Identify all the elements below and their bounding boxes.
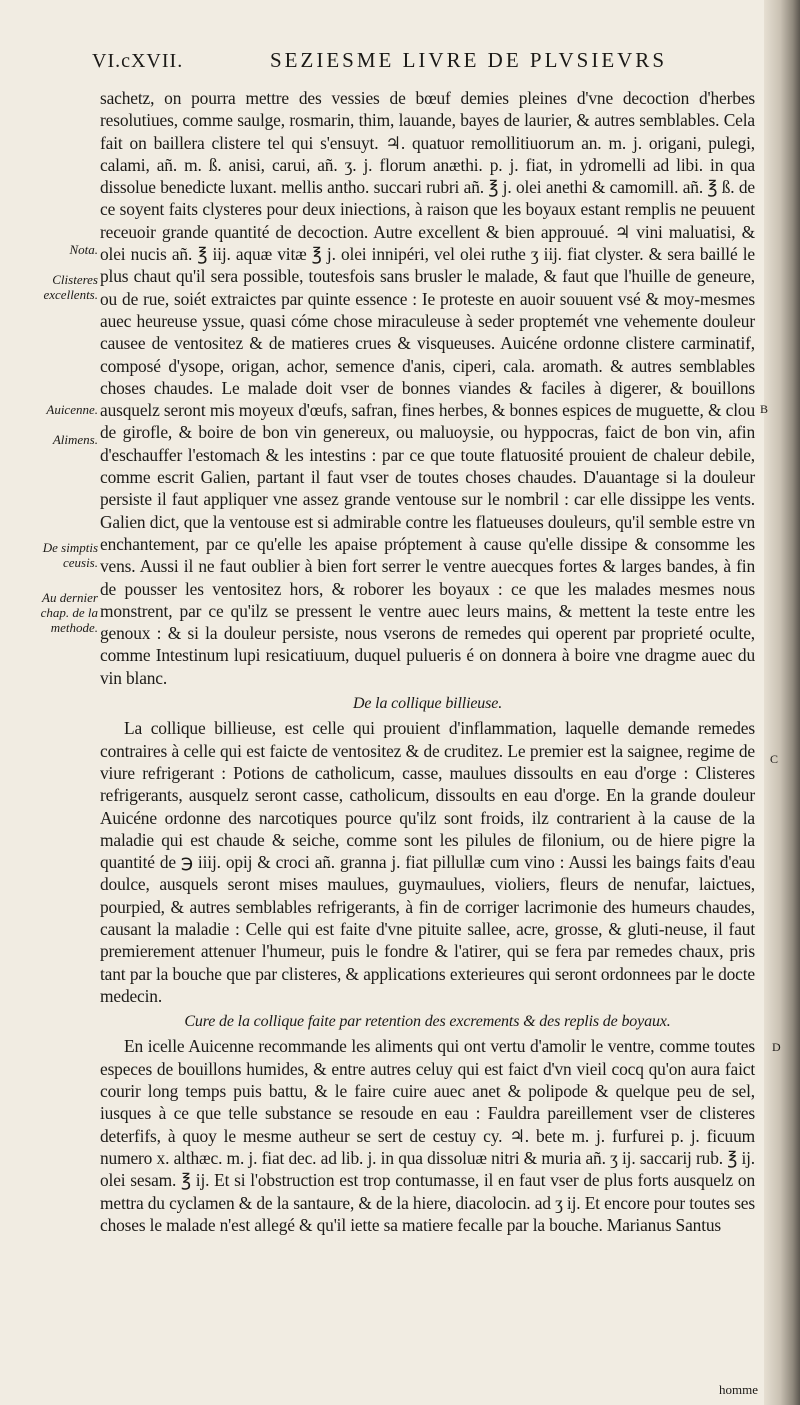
main-text-block xyxy=(100,87,755,1236)
margin-note-auicenne: Auicenne. xyxy=(46,402,98,417)
edge-mark-d: D xyxy=(772,1040,781,1054)
catchword: homme xyxy=(719,1382,758,1397)
margin-note-nota: Nota. xyxy=(69,242,98,257)
margin-note-au-dernier: Au dernier chap. de la methode. xyxy=(40,590,98,635)
margin-note-clisteres: Clisteres excellents. xyxy=(43,272,98,302)
section-heading-bilious-colic: De la collique billieuse. xyxy=(352,695,503,713)
section-heading-retention-colic: Cure de la collique faite par retention des excrements & des replis de boyaux. xyxy=(184,1013,671,1031)
edge-mark-c: C xyxy=(770,752,779,766)
running-title: SEZIESME LIVRE DE PLVSIEVRS xyxy=(270,48,667,72)
paragraph-flatulent-colic: sachetz, on pourra mettre des vessies de bœuf demies pleines d'vne decoction d'herbes resolutiues, comme saulge, rosmarin, thim, lauande, bayes de laurier, & autres semblables. Cela fait on baillera clistere tel qui s'ensuyt. ♃. quatuor remollitiuorum an. m. j. origani, pulegi, calami, añ. m. ß. anisi, carui, añ. ʒ. j. florum anæthi. p. j. fiat, in ydromelli ad libi. in qua dissolue benedicte luxant. mellis antho. succari rubri añ. ℥ j. olei anethi & camomill. añ. ℥ ß. de ce soyent faits clysteres pour deux iniections, à raison que les boyaux estant remplis ne peuuent receuoir grande quantité de decoction. Autre excellent & bien approuué. ♃ vini maluatisi, & olei nucis añ. ℥ iij. aquæ vitæ ℥ j. olei innipéri, vel olei ruthe ʒ iij. fiat clyster. & sera baillé le plus chaut qu'il sera possible, toutesfois sans brusler le malade, & faut que l'huille de geneure, ou de rue, soiét extraictes par quinte essence : Ie proteste en auoir souuent vsé & moy-mesmes auec heureuse yssue, quasi cóme chose miraculeuse à seder proptemét vne vehemente douleur causee de ventositez & de matieres crues & visqueuses. Auicéne ordonne clistere carminatif, composé d'ysope, origan, achor, semence d'anis, ciperi, cala. aromath. & autres semblables choses chaudes. Le malade doit vser de bonnes viandes & faciles à digerer, & bouillons ausquelz seront mis moyeux d'œufs, safran, fines herbes, & bonnes espices de muguette, & clou de girofle, & boire de bon vin genereux, ou maluoysie, ou hyppocras, faict de bon vin, afin d'eschauffer l'estomach & les intestins : par ce que toute flatuosité prouient de chaleur debile, comme escrit Galien, partant il faut vser de toutes choses chaudes. D'auantage si la douleur persiste il faut appliquer vne assez grande ventouse sur le nombril : car elle dissippe les vents. Galien dict, que la ventouse est si admirable contre les flatueuses douleurs, qu'il semble estre vn enchantement, par ce qu'elle les apaise próptement à cause qu'elle dissipe & consomme les vens. Aussi il ne faut oublier à bien fort serrer le ventre auecques fortes & larges bandes, à fin de pousser les ventositez hors, & roborer les boyaux : ce que les malades mesmes nous monstrent, par ce qu'ilz se pressent le ventre auec leurs mains, & mettent la teste entre les genoux : & si la douleur persiste, nous vserons de remedes qui operent par proprieté oculte, comme Intestinum lupi resicatiuum, duquel pulueris é on donnera à boire vne dragme auec du vin blanc. xyxy=(100,88,755,688)
margin-note-de-simptis: De simptis ceusis. xyxy=(42,540,98,570)
margin-note-alimens: Alimens. xyxy=(52,432,98,447)
running-head xyxy=(92,48,742,84)
paragraph-bilious-colic: La collique billieuse, est celle qui prouient d'inflammation, laquelle demande remedes contraires à celle qui est faicte de ventositez & de cruditez. Le premier est la saignee, regime de viure refrigerant : Potions de catholicum, casse, maulues dissoults en eau d'orge : Clisteres refrigerants, ausquelz seront casse, catholicum, dissoults en eau d'orge. En la grande douleur Auicéne ordonne des narcotiques pource qu'ilz sont froids, ilz contrarient à la cause de la maladie qui est chaude & seiche, comme sont les pilules de filonium, ou de hiere pigre la quantité de ℈ iiij. opij & croci añ. granna j. fiat pillullæ cum vino : Aussi les baings faits d'eau doulce, ausquels seront mises maulues, guymaulues, violiers, fleurs de nenufar, laictues, pourpied, & autres semblables refrigerants, à fin de corriger lacrimonie des humeurs chaudes, causant la maladie : Celle qui est faite d'vne pituite sallee, acre, grosse, & gluti-neuse, il faut premierement attenuer l'humeur, puis le fondre & l'atirer, qui se fera par remedes chaux, pris tant par la bouche que par clisteres, & applications exterieures qui seront ordonnees par le docte medecin. xyxy=(100,718,755,1006)
edge-mark-b: B xyxy=(760,402,769,416)
paragraph-retention-colic: En icelle Auicenne recommande les aliments qui ont vertu d'amolir le ventre, comme toutes especes de bouillons humides, & entre autres celuy qui est faict d'vn vieil cocq qu'on aura faict courir long temps puis battu, & le faire cuire auec anet & polipode & quelque peu de sel, iusques à ce que telle substance se resoude en eau : Fauldra pareillement vser de clisteres deterfifs, à quoy le mesme autheur se sert de cestuy cy. ♃. bete m. j. furfurei p. j. ficuum numero x. althæc. m. j. fiat dec. ad lib. j. in qua dissoluæ nitri & muria añ. ʒ ij. saccarij rub. ℥ ij. olei sesam. ℥ ij. Et si l'obstruction est trop contumasse, il en faut vser de plus forts ausquelz on mettra du cyclamen & de la santaure, & de la hiere, diacolocin. ad ʒ ij. Et encore pour toutes ses choses le malade n'est allegé & qu'il iette sa matiere fecalle par la bouche. Marianus Santus xyxy=(100,1036,755,1235)
folio-number: VI.cXVII. xyxy=(92,50,184,72)
binding-shadow xyxy=(764,0,800,1405)
